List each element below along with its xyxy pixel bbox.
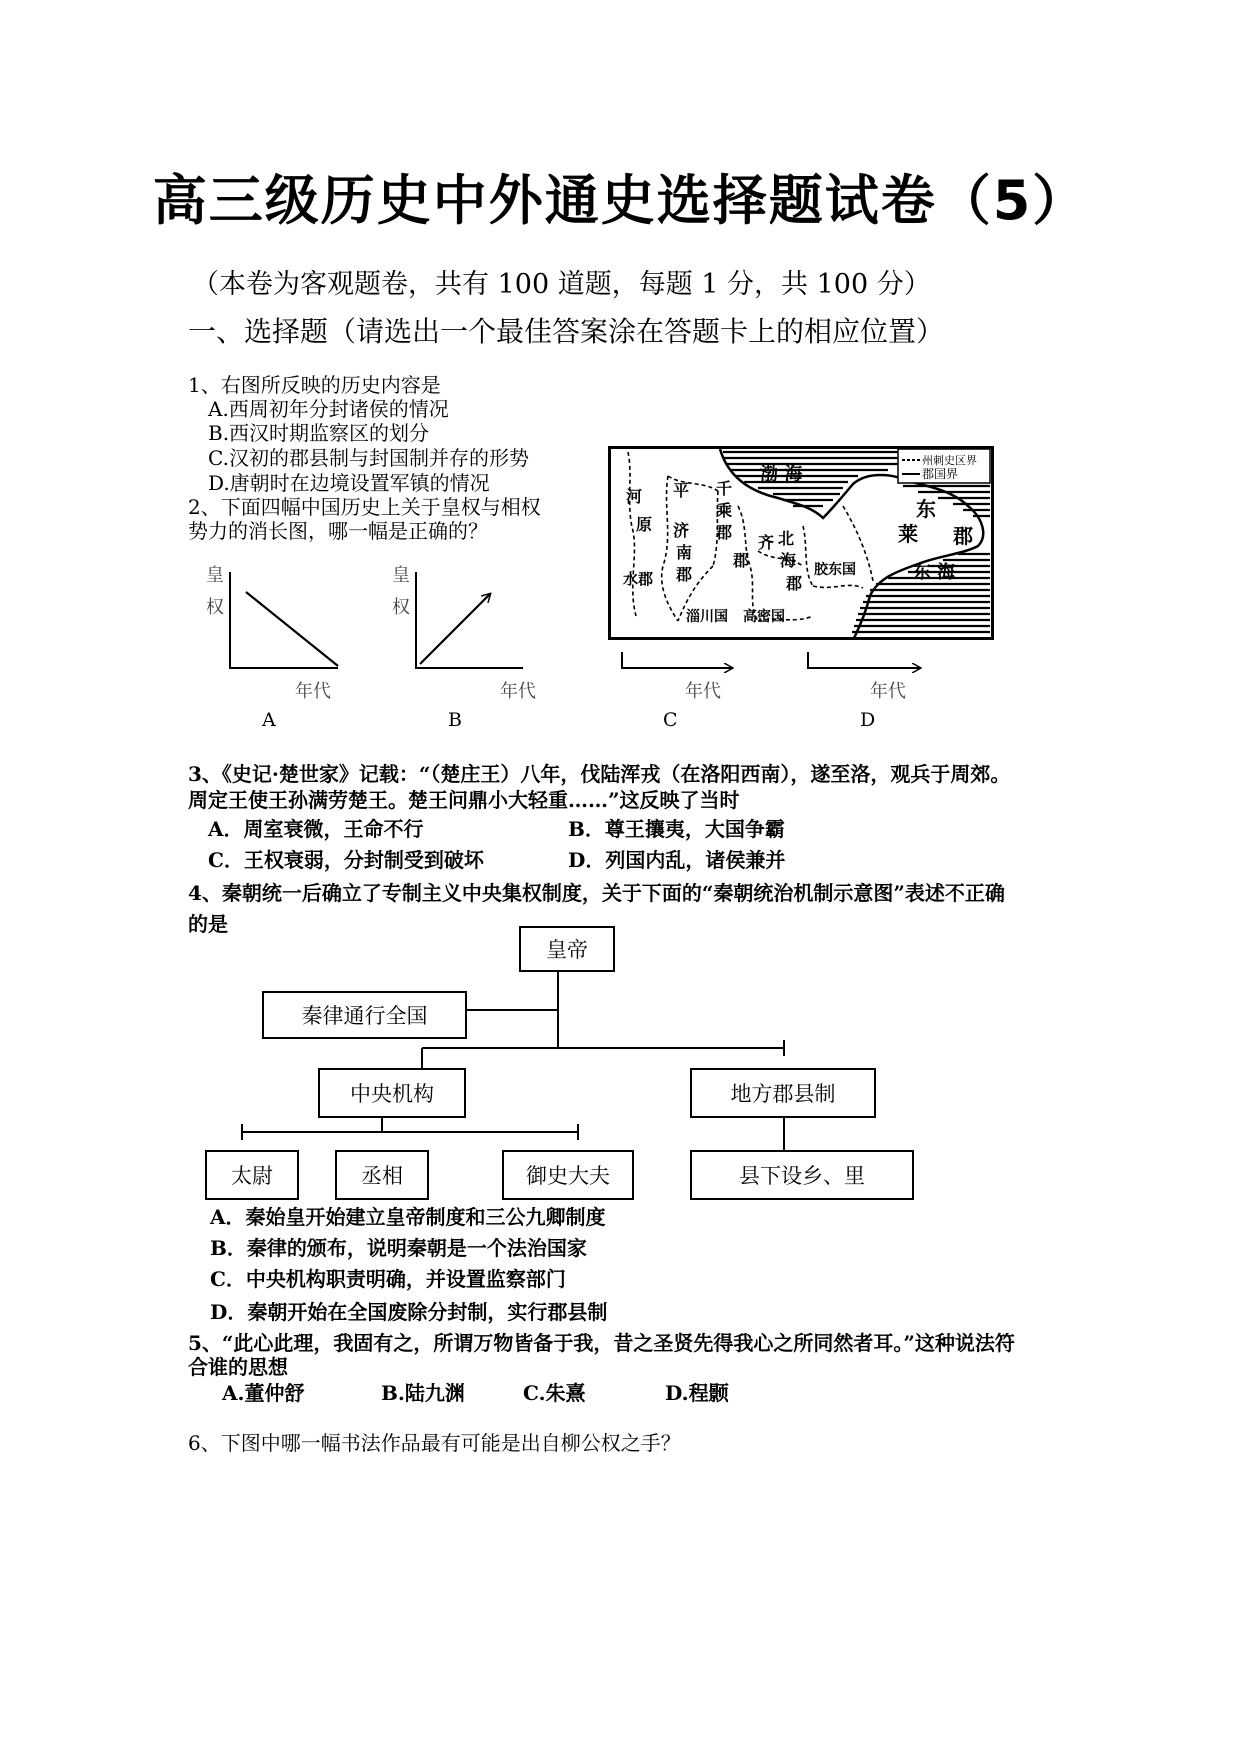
map-label-ji: 济 [673, 521, 690, 540]
node-local-prefecture: 地方郡县制 [690, 1068, 876, 1118]
q3-option-b: B．尊王攘夷，大国争霸 [568, 817, 785, 841]
q1-option-c: C.汉初的郡县制与封国制并存的形势 [208, 446, 529, 470]
q4-option-d: D．秦朝开始在全国废除分封制，实行郡县制 [210, 1300, 608, 1324]
q2-stem-line2: 势力的消长图，哪一幅是正确的？ [188, 519, 488, 543]
graph-a-x-label: 年代 [295, 681, 331, 702]
q3-option-c: C．王权衰弱，分封制受到破坏 [208, 848, 484, 872]
graph-a-option: A [262, 709, 276, 731]
graph-a-y-label-2: 权 [206, 597, 224, 618]
map-label-he: 河 [626, 487, 643, 506]
map-label-jun: 郡 [953, 524, 973, 548]
map-label-jun-left: 郡 [733, 551, 750, 570]
q5-option-b: B.陆九渊 [381, 1381, 465, 1405]
q3-stem-line2: 周定王使王孙满劳楚王。楚王问鼎小大轻重……”这反映了当时 [188, 788, 740, 812]
q5-stem-line2: 合谁的思想 [188, 1355, 288, 1379]
map-label-yuan: 原 [636, 515, 653, 534]
map-label-qian: 千 [716, 479, 733, 498]
q4-option-a: A．秦始皇开始建立皇帝制度和三公九卿制度 [210, 1205, 606, 1229]
map-label-donghai: 东 海 [913, 562, 956, 583]
map-legend-2: 郡国界 [922, 467, 959, 481]
q3-option-a: A．周室衰微，王命不行 [208, 817, 424, 841]
node-yushi-dafu: 御史大夫 [502, 1150, 634, 1200]
map-label-gaomiguo: 高密国 [743, 609, 785, 625]
graph-b-y-label-1: 皇 [392, 565, 410, 586]
node-taiwei: 太尉 [205, 1150, 299, 1200]
graph-b-x-label: 年代 [500, 681, 536, 702]
map-label-jun3: 郡 [716, 523, 733, 542]
map-label-jun2: 郡 [676, 565, 693, 584]
graph-d-x-label: 年代 [870, 681, 906, 702]
map-label-jun4: 郡 [786, 574, 803, 593]
map-label-hai: 海 [780, 551, 797, 570]
q4-stem-line1: 4、秦朝统一后确立了专制主义中央集权制度，关于下面的“秦朝统治机制示意图”表述不正确 [188, 881, 1005, 905]
map-label-lai: 莱 [898, 522, 918, 546]
q1-option-b: B.西汉时期监察区的划分 [208, 421, 430, 445]
q1-option-a: A.西周初年分封诸侯的情况 [208, 397, 449, 421]
map-label-jiaodongguo: 胶东国 [814, 562, 856, 578]
q4-stem-line2: 的是 [188, 912, 228, 936]
node-township: 县下设乡、里 [690, 1150, 914, 1200]
q4-option-c: C．中央机构职责明确，并设置监察部门 [210, 1267, 566, 1291]
node-qin-law: 秦律通行全国 [262, 991, 467, 1039]
node-central-institutions: 中央机构 [318, 1068, 466, 1118]
q1-stem: 1、右图所反映的历史内容是 [188, 373, 441, 397]
graph-c-x-label: 年代 [685, 681, 721, 702]
graph-a-y-label-1: 皇 [206, 565, 224, 586]
q5-stem-line1: 5、“此心此理，我固有之，所谓万物皆备于我，昔之圣贤先得我心之所同然者耳。”这种说法符 [188, 1331, 1015, 1355]
map-label-ping: 平 [673, 481, 690, 500]
q2-stem-line1: 2、下面四幅中国历史上关于皇权与相权 [188, 495, 541, 519]
q6-stem: 6、下图中哪一幅书法作品最有可能是出自柳公权之手？ [188, 1431, 681, 1455]
map-label-shuijun: 水郡 [623, 570, 654, 588]
map-label-qi: 齐 [758, 533, 775, 552]
q5-option-d: D.程颢 [665, 1381, 729, 1405]
q4-option-b: B．秦律的颁布，说明秦朝是一个法治国家 [210, 1236, 587, 1260]
q3-stem-line1: 3、《史记·楚世家》记载：“（楚庄王）八年，伐陆浑戎（在洛阳西南），遂至洛，观兵于周郊。 [188, 762, 1011, 786]
map-label-cheng: 乘 [716, 501, 733, 520]
page-title: 高三级历史中外通史选择题试卷（5） [152, 169, 1089, 232]
q1-option-d: D.唐朝时在边境设置军镇的情况 [208, 471, 490, 495]
graph-c-option: C [663, 709, 678, 731]
graph-b-y-label-2: 权 [392, 597, 410, 618]
q5-option-a: A.董仲舒 [222, 1381, 305, 1405]
map-label-dong: 东 [916, 497, 936, 521]
q3-option-d: D．列国内乱，诸侯兼并 [568, 848, 786, 872]
node-emperor: 皇帝 [519, 926, 615, 972]
map-label-nan: 南 [676, 543, 693, 562]
section-heading: 一、选择题（请选出一个最佳答案涂在答题卡上的相应位置） [188, 315, 945, 348]
graph-b-option: B [448, 709, 462, 731]
map-label-zichuanguo: 淄川国 [686, 609, 728, 625]
map-label-bohai: 渤 海 [760, 464, 803, 485]
q5-option-c: C.朱熹 [523, 1381, 586, 1405]
graph-d-option: D [860, 709, 876, 731]
node-chengxiang: 丞相 [335, 1150, 429, 1200]
exam-subtitle: （本卷为客观题卷，共有 100 道题，每题 1 分，共 100 分） [192, 269, 931, 300]
map-legend-1: 州刺史区界 [922, 454, 977, 467]
map-label-bei: 北 [778, 529, 795, 548]
